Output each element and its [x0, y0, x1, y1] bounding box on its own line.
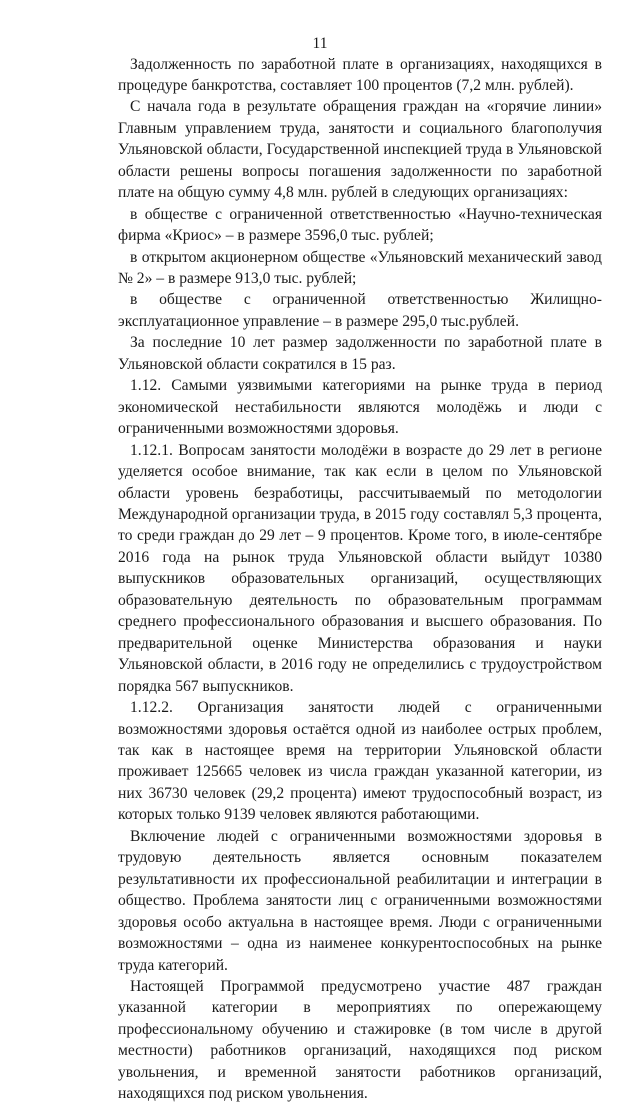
list-item-housing-management: в обществе с ограниченной ответственностью Жилищно-эксплуатационное управление – в размере 295,0 тыс.рублей.: [118, 291, 602, 330]
list-item-mechanical-plant: в открытом акционерном обществе «Ульяновский механический завод № 2» – в размере 913,0 тыс. рублей;: [118, 248, 602, 288]
section-1-12-2: 1.12.2. Организация занятости людей с ограниченными возможностями здоровья остаётся одной из наиболее острых проблем, так как в настоящее время на территории Ульяновской области проживает 125665 человек из числа граждан указанной категории, из них 36730 человек (29,2 процента) имеют трудоспособный возраст, из которых только 9139 человек являются работающими.: [118, 699, 602, 824]
paragraph-debt-reduction: За последние 10 лет размер задолженности по заработной плате в Ульяновской области сократился в 15 раз.: [118, 334, 602, 373]
section-1-12: 1.12. Самыми уязвимыми категориями на рынке труда в период экономической нестабильности являются молодёжь и люди с ограниченными возможностями здоровья.: [118, 377, 602, 438]
list-item-krios: в обществе с ограниченной ответственностью «Научно-техническая фирма «Криос» – в размере 3596,0 тыс. рублей;: [118, 205, 602, 245]
page-number: 11: [312, 35, 328, 52]
paragraph-hotline-results: С начала года в результате обращения граждан на «горячие линии» Главным управлением труда, занятости и социального благополучия Ульяновской области, Государственной инспекцией труда в Ульяновской области решены вопросы погашения задолженности по заработной плате на общую сумму 4,8 млн. рублей в следующих организациях:: [118, 98, 602, 202]
paragraph-bankruptcy-debt: Задолженность по заработной плате в организациях, находящихся в процедуре банкротства, составляет 100 процентов (7,2 млн. рублей).: [118, 55, 602, 94]
paragraph-program-participation: Настоящей Программой предусмотрено участие 487 граждан указанной категории в мероприятиях по опережающему профессиональному обучению и стажировке (в том числе в другой местности) работников организаций, находящихся под риском увольнения, и временной занятости работников организаций, находящихся под риском увольнения.: [118, 977, 602, 1103]
paragraph-inclusion: Включение людей с ограниченными возможностями здоровья в трудовую деятельность является основным показателем результативности их профессиональной реабилитации и интеграции в общество. Проблема занятости лиц с ограниченными возможностями здоровья особо актуальна в настоящее время. Люди с ограниченными возможностями – одна из наименее конкурентоспособных на рынке труда категорий.: [118, 827, 602, 974]
document-body: [118, 54, 602, 1105]
section-1-12-1: 1.12.1. Вопросам занятости молодёжи в возрасте до 29 лет в регионе уделяется особое внимание, так как если в целом по Ульяновской области уровень безработицы, рассчитываемый по методологии Международной организации труда, в 2015 году составлял 5,3 процента, то среди граждан до 29 лет – 9 процентов. Кроме того, в июле-сентябре 2016 года на рынок труда Ульяновской области выйдут 10380 выпускников образовательных организаций, осуществляющих образовательную деятельность по образовательным программам среднего профессионального образования и высшего образования. По предварительной оценке Министерства образования и науки Ульяновской области, в 2016 году не определились с трудоустройством порядка 567 выпускников.: [118, 441, 602, 695]
